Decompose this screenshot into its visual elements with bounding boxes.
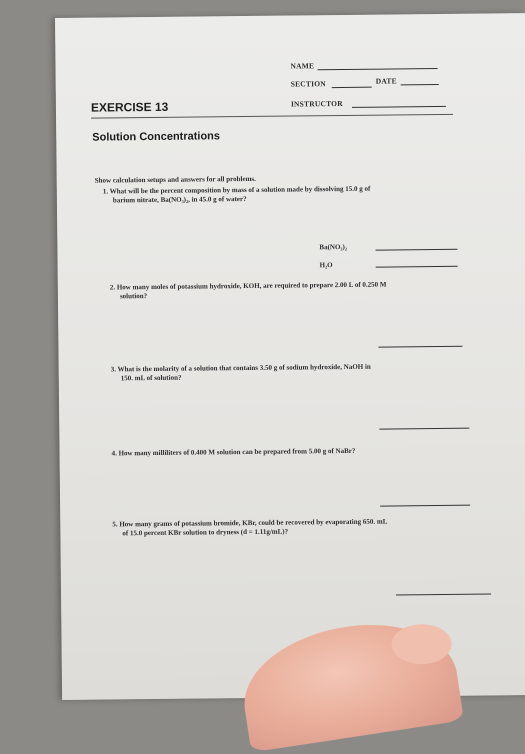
question-number: 1. bbox=[102, 187, 109, 196]
question-number: 5. bbox=[112, 520, 118, 529]
date-label: DATE bbox=[375, 76, 397, 86]
question-text-line2: of 15.0 percent KBr solution to dryness (d = 1.11g/mL)? bbox=[122, 527, 289, 538]
answer-line-q5[interactable] bbox=[396, 593, 491, 595]
question-text-line2: barium nitrate, Ba(NO₃)₂, in 45.0 g of water? bbox=[112, 195, 247, 205]
title-rule bbox=[91, 114, 453, 119]
question-text-line1: How many moles of potassium hydroxide, KOH, are required to prepare 2.00 L of 0.250 M bbox=[116, 280, 387, 292]
question-number: 4. bbox=[111, 449, 117, 458]
answer-line-h2o[interactable] bbox=[376, 266, 458, 268]
instructions-text: Show calculation setups and answers for all problems. bbox=[94, 174, 256, 185]
question-text-line1: How many grams of potassium bromide, KBr, could be recovered by evaporating 650. mL bbox=[119, 517, 388, 529]
question-text-line2: solution? bbox=[119, 292, 148, 301]
answer-line-q3[interactable] bbox=[379, 428, 469, 430]
question-text-line1: How many milliliters of 0.400 M solution can be prepared from 5.00 g of NaBr? bbox=[118, 446, 356, 458]
answer-line-q2[interactable] bbox=[378, 346, 462, 348]
worksheet-page bbox=[55, 13, 525, 700]
name-field-line[interactable] bbox=[318, 68, 438, 70]
answer-label-h2o: H₂O bbox=[319, 261, 333, 270]
date-field-line[interactable] bbox=[401, 84, 439, 85]
question-text-line2: 150. mL of solution? bbox=[120, 373, 182, 383]
instructor-field-line[interactable] bbox=[352, 106, 446, 108]
section-label: SECTION bbox=[290, 79, 326, 89]
instructor-label: INSTRUCTOR bbox=[290, 98, 343, 109]
answer-label-ba-no3-2: Ba(NO₃)₂ bbox=[319, 242, 347, 252]
question-3 bbox=[111, 362, 471, 384]
subtitle: Solution Concentrations bbox=[92, 130, 221, 144]
question-text-line1: What is the molarity of a solution that contains 3.50 g of sodium hydroxide, NaOH in bbox=[117, 362, 371, 374]
question-1 bbox=[103, 184, 463, 206]
section-field-line[interactable] bbox=[332, 87, 372, 88]
answer-line-q4[interactable] bbox=[380, 505, 470, 507]
question-5 bbox=[112, 517, 472, 539]
question-4 bbox=[112, 446, 472, 459]
answer-line-ba-no3-2[interactable] bbox=[375, 249, 457, 251]
question-2 bbox=[110, 280, 470, 302]
name-label: NAME bbox=[290, 61, 315, 71]
question-number: 2. bbox=[109, 283, 116, 292]
question-number: 3. bbox=[110, 365, 116, 374]
question-text-line1: What will be the percent composition by mass of a solution made by dissolving 15.0 g of bbox=[109, 184, 371, 196]
exercise-title: EXERCISE 13 bbox=[90, 99, 169, 115]
